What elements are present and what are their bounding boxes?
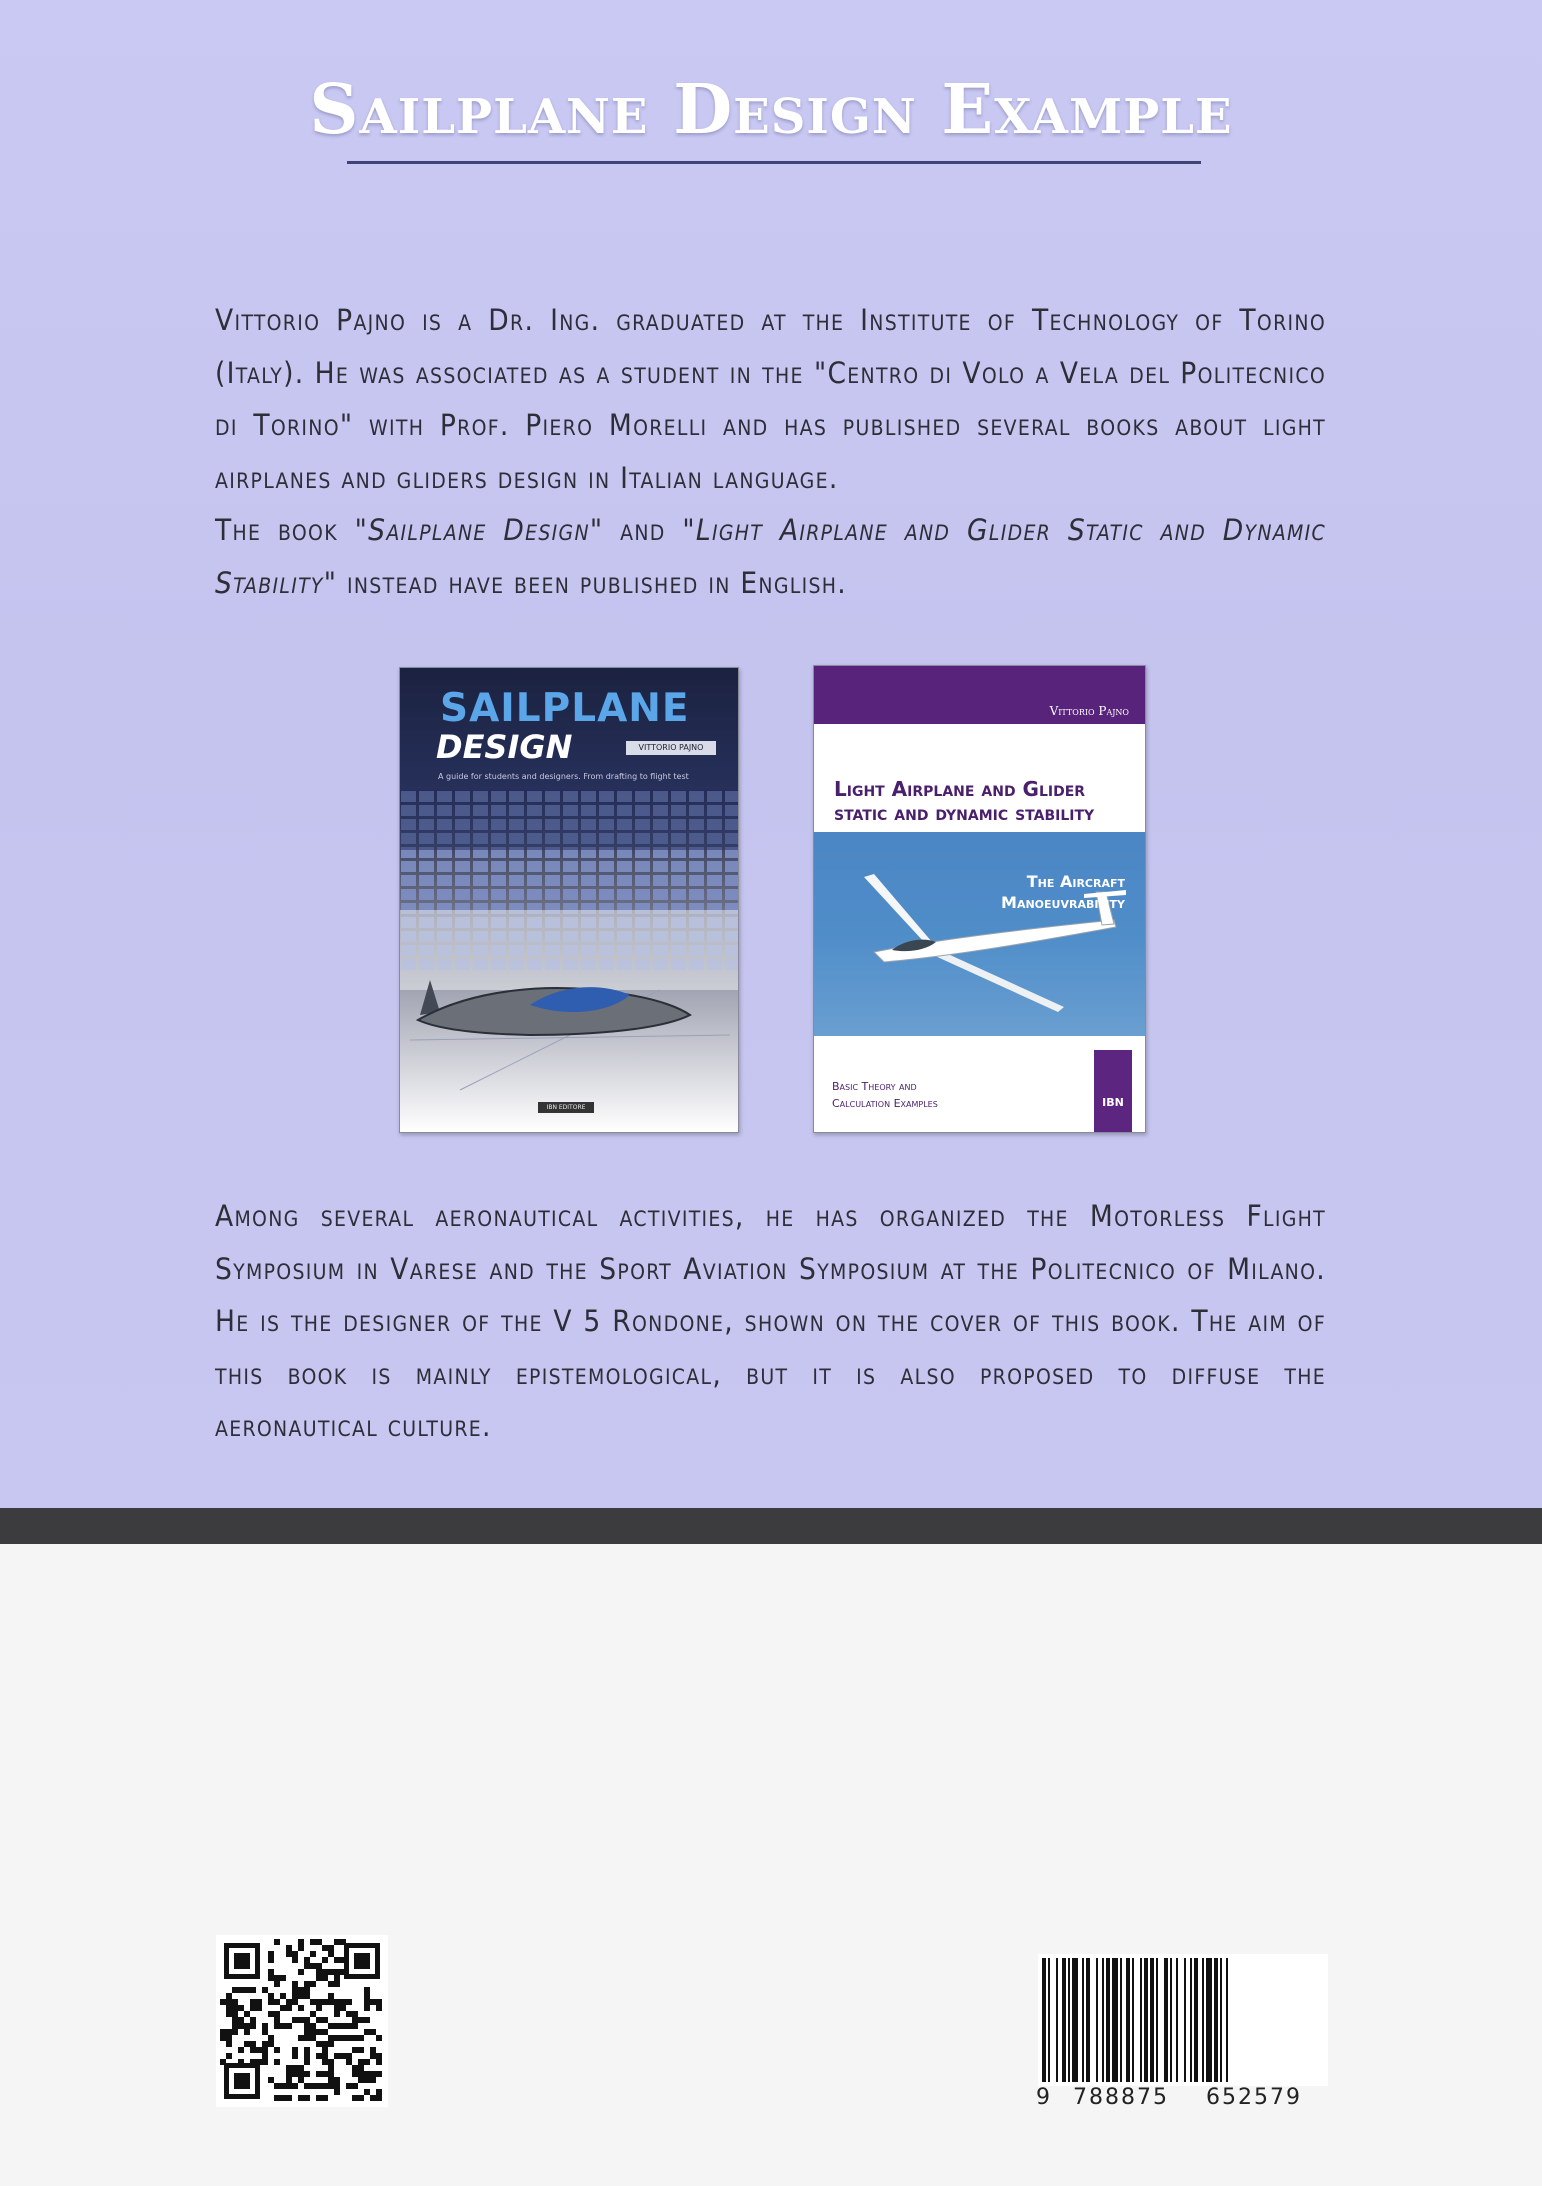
book2-subtitle-line1: The Aircraft bbox=[1026, 872, 1125, 891]
book2-title: Light Airplane and Glider static and dynamic stability bbox=[834, 777, 1095, 825]
title-underline bbox=[347, 161, 1201, 164]
publisher-logo-icon bbox=[1094, 1050, 1132, 1132]
barcode-icon bbox=[1038, 1954, 1328, 2086]
book-title-sailplane-design: Sailplane Design bbox=[368, 513, 590, 547]
isbn-group-2: 652579 bbox=[1206, 2085, 1302, 2110]
book2-subtitle bbox=[1001, 871, 1125, 913]
book1-illustration bbox=[400, 790, 738, 1132]
glider-illustration bbox=[814, 832, 1145, 1036]
book1-title-line1: SAILPLANE bbox=[440, 686, 690, 731]
divider-band bbox=[0, 1508, 1542, 1544]
bio-text: Vittorio Pajno is a Dr. Ing. graduated at the Institute of Technology of Torino (Italy). He was associated as a student in the "Centro di Volo a Vela del Politecnico di Torino" with Prof. Piero Morelli and has published several books about light airplanes and gliders design in Italian language. bbox=[215, 303, 1326, 495]
book2-author: Vittorio Pajno bbox=[1049, 704, 1129, 718]
isbn-group-1: 788875 bbox=[1073, 2085, 1169, 2110]
bio-text-mid: " and " bbox=[589, 513, 696, 547]
bio-text-lead: The book " bbox=[215, 513, 369, 547]
publisher-logo-text: IBN bbox=[1102, 1096, 1124, 1109]
book2-footer-line1: Basic Theory and bbox=[832, 1080, 917, 1093]
isbn-first-digit: 9 bbox=[1036, 2085, 1050, 2110]
qr-code-icon bbox=[216, 1935, 388, 2107]
book1-title-line2: DESIGN bbox=[436, 728, 573, 766]
book-title-stability: Light Airplane and Glider Static and Dynamic Stability bbox=[215, 513, 1326, 600]
book-cover-stability bbox=[813, 665, 1146, 1133]
book1-author: VITTORIO PAJNO bbox=[626, 741, 716, 755]
book1-subtitle: A guide for students and designers. From drafting to flight test bbox=[438, 772, 689, 781]
book2-footer bbox=[832, 1078, 938, 1112]
book1-publisher: IBN EDITORE bbox=[538, 1102, 594, 1113]
book2-subtitle-line2: Manoeuvrability bbox=[1001, 893, 1125, 912]
book2-footer-line2: Calculation Examples bbox=[832, 1097, 938, 1110]
page-title: Sailplane Design Example bbox=[309, 70, 1233, 150]
book-cover-sailplane-design bbox=[399, 667, 739, 1133]
author-bio-paragraph bbox=[215, 294, 1326, 609]
bio-text-tail: " instead have been published in English. bbox=[323, 565, 848, 600]
isbn-number bbox=[1036, 2085, 1328, 2111]
activities-paragraph: Among several aeronautical activities, he has organized the Motorless Flight Symposium in Varese and the Sport Aviation Symposium at the Politecnico of Milano. He is the designer of the V 5 Rondone, shown on the cover of this book. The aim of this book is mainly epistemological, but it is also proposed to diffuse the aeronautical culture. bbox=[215, 1199, 1326, 1443]
